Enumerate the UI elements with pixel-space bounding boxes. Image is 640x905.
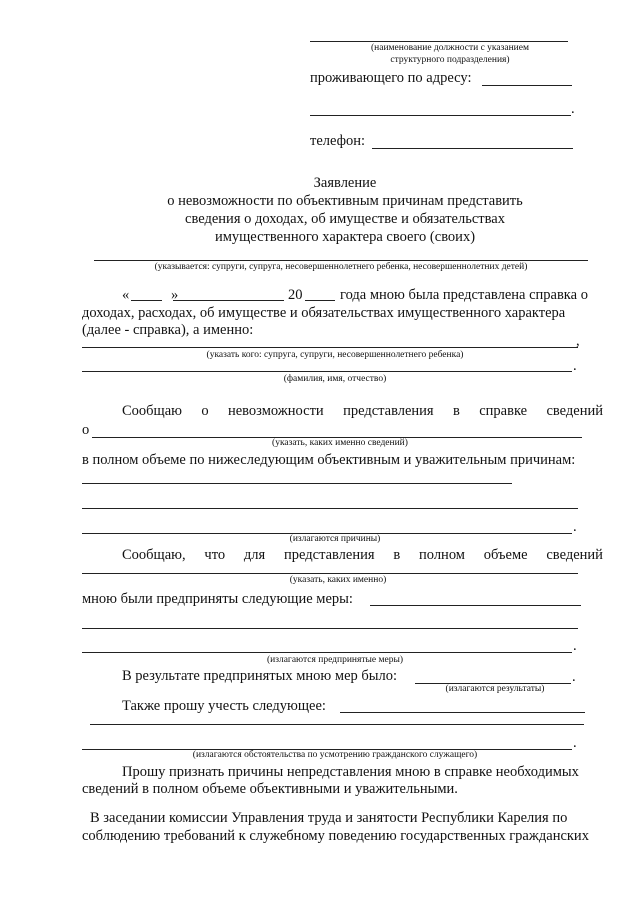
which-hint: (указать, каких именно)	[289, 575, 387, 585]
position-field-line[interactable]	[310, 41, 568, 42]
relatives-field-line[interactable]	[94, 260, 588, 261]
phone-label: телефон:	[310, 133, 366, 149]
address-field-line2[interactable]	[310, 115, 571, 116]
circumstances-hint: (излагаются обстоятельства по усмотрению гражданского служащего)	[192, 750, 478, 760]
reasons-field-line1[interactable]	[82, 483, 512, 484]
also-label: Также прошу учесть следующее:	[122, 698, 326, 714]
date-day-field[interactable]	[131, 300, 162, 301]
also-field-line1[interactable]	[340, 712, 585, 713]
date-quote-close: »	[171, 287, 179, 303]
para5-line1: Прошу признать причины непредставления мною в справке необходимых	[122, 764, 579, 780]
address-label: проживающего по адресу:	[310, 70, 472, 86]
which-field-line[interactable]	[82, 573, 578, 574]
fio-hint: (фамилия, имя, отчество)	[283, 374, 387, 384]
also-dot: .	[573, 735, 577, 751]
measures-field-line1[interactable]	[370, 605, 581, 606]
measures-hint: (излагаются предпринятые меры)	[266, 655, 404, 665]
relatives-hint: (указывается: супруги, супруга, несовершеннолетнего ребенка, несовершеннолетних детей)	[154, 262, 528, 272]
measures-field-line2[interactable]	[82, 628, 578, 629]
whom-comma: ,	[576, 333, 580, 349]
para6-line2: соблюдению требований к служебному поведению государственных гражданских	[82, 828, 589, 844]
which-info-hint: (указать, каких именно сведений)	[272, 438, 408, 448]
results-dot: .	[572, 669, 576, 685]
also-field-line2[interactable]	[90, 724, 584, 725]
para2-o-prefix: о	[82, 422, 90, 438]
measures-field-line3[interactable]	[82, 652, 572, 653]
para1-line1-rest: года мною была представлена справка о	[340, 287, 588, 303]
fio-field-line[interactable]	[82, 371, 572, 372]
results-hint: (излагаются результаты)	[445, 684, 545, 694]
title-line3: имущественного характера своего (своих)	[214, 229, 476, 245]
date-quote-open: «	[122, 287, 130, 303]
whom-hint: (указать кого: супруга, супруги, несовершеннолетнего ребенка)	[206, 350, 464, 360]
address-field-line1[interactable]	[482, 85, 572, 86]
para2-line1: Сообщаю о невозможности представления в справке сведений	[122, 403, 603, 419]
fio-dot: .	[573, 358, 577, 374]
address-dot: .	[571, 101, 575, 117]
results-label: В результате предпринятых мною мер было:	[122, 668, 398, 684]
para3-line1: Сообщаю, что для представления в полном объеме сведений	[122, 547, 603, 563]
document-heading: Заявление	[313, 175, 377, 191]
reasons-hint: (излагаются причины)	[289, 534, 381, 544]
reasons-dot: .	[573, 519, 577, 535]
para5-line2: сведений в полном объеме объективными и уважительными.	[82, 781, 458, 797]
date-year-field[interactable]	[305, 300, 335, 301]
reasons-field-line2[interactable]	[82, 508, 578, 509]
whom-field-line[interactable]	[82, 347, 578, 348]
position-hint-line1: (наименование должности с указанием	[370, 43, 529, 53]
position-hint-line2: структурного подразделения)	[390, 55, 510, 65]
para1-line2: доходах, расходах, об имуществе и обязательствах имущественного характера	[82, 305, 566, 321]
title-line2: сведения о доходах, об имуществе и обязательствах	[185, 211, 505, 227]
measures-dot: .	[573, 638, 577, 654]
para1-line3: (далее - справка), а именно:	[82, 322, 254, 338]
title-line1: о невозможности по объективным причинам представить	[167, 193, 523, 209]
para6-line1: В заседании комиссии Управления труда и занятости Республики Карелия по	[90, 810, 568, 826]
measures-label: мною были предприняты следующие меры:	[82, 591, 353, 607]
date-month-field[interactable]	[173, 300, 284, 301]
phone-field-line[interactable]	[372, 148, 573, 149]
year-prefix: 20	[288, 287, 303, 303]
reasons-line: в полном объеме по нижеследующим объективным и уважительным причинам:	[82, 452, 576, 468]
